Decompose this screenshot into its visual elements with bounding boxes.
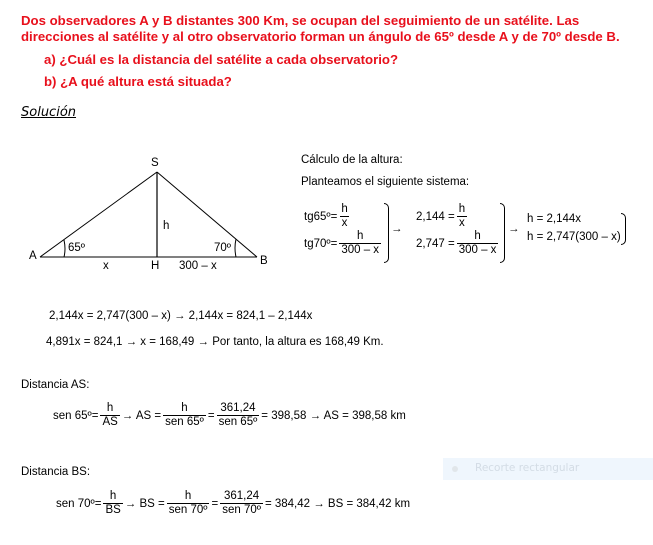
eq-tg70-num: h xyxy=(356,230,364,242)
eq-val1-lhs: 2,144 = xyxy=(416,210,455,223)
result-h2: h = 2,747(300 – x) xyxy=(527,231,621,243)
brace-system-3 xyxy=(621,213,626,245)
problem-line-1: Dos observadores A y B distantes 300 Km, se ocupan del seguimiento de un satélite. Las xyxy=(21,13,580,28)
eq-tg65 xyxy=(304,203,352,230)
problem-line-2: direcciones al satélite y al otro observatorio forman un ángulo de 65º desde A y de 70º desde B. xyxy=(21,29,620,44)
snip-mode-menu-item[interactable] xyxy=(443,458,653,480)
eq-val2 xyxy=(416,230,500,257)
triangle-diagram xyxy=(0,150,290,280)
dist-as-lhs: sen 65º= xyxy=(53,409,99,422)
eq-val2-lhs: 2,747 = xyxy=(416,237,455,250)
dist-bs-f2-den: sen 70º xyxy=(168,504,208,516)
angle-a-label: 65º xyxy=(68,242,85,254)
side-bs xyxy=(157,172,257,257)
dist-as-f3-den: sen 65º xyxy=(218,416,258,428)
eq-tg70-den: 300 – x xyxy=(341,244,380,256)
angle-a-arc xyxy=(64,240,65,257)
dist-bs-equation xyxy=(56,490,410,517)
dist-bs-f1-num: h xyxy=(109,490,117,502)
eq-val1-den: x xyxy=(459,217,465,229)
dist-as-f2-num: h xyxy=(181,402,188,414)
eq-val2-den: 300 – x xyxy=(458,244,497,256)
dist-as-equation xyxy=(53,402,406,429)
label-b: B xyxy=(260,255,268,267)
arrow-2: → xyxy=(508,223,520,235)
radio-dot-icon xyxy=(452,466,458,472)
dist-bs-lhs: sen 70º= xyxy=(56,497,102,510)
eq-val2-num: h xyxy=(474,230,481,242)
label-a: A xyxy=(29,250,37,262)
arrow-1: → xyxy=(391,223,403,235)
solve-line-2: 4,891x = 824,1 → x = 168,49 → Por tanto, la altura es 168,49 Km. xyxy=(46,336,384,348)
brace-system-2 xyxy=(500,203,505,263)
dist-bs-result: = 384,42 → BS = 384,42 km xyxy=(264,497,411,510)
solution-heading: Solución xyxy=(21,105,77,120)
dist-bs-f3-den: sen 70º xyxy=(222,504,261,516)
result-h1: h = 2,144x xyxy=(527,213,582,225)
label-h-foot: H xyxy=(151,260,160,272)
eq-tg70-lhs: tg70º= xyxy=(304,237,338,250)
height-calc-title: Cálculo de la altura: xyxy=(301,154,403,166)
eq-tg65-num: h xyxy=(341,203,348,215)
angle-b-label: 70º xyxy=(214,242,231,254)
label-x: x xyxy=(103,260,109,272)
dist-bs-f2-num: h xyxy=(184,490,192,502)
label-300-minus-x: 300 – x xyxy=(179,260,217,272)
side-as xyxy=(40,172,157,257)
question-b: b) ¿A qué altura está situada? xyxy=(44,74,232,89)
question-a: a) ¿Cuál es la distancia del satélite a cada observatorio? xyxy=(44,52,398,67)
eq-tg70 xyxy=(304,230,383,257)
brace-system-1 xyxy=(384,203,389,263)
dist-as-f1-num: h xyxy=(106,402,114,414)
angle-b-arc xyxy=(235,239,236,257)
height-calc-intro: Planteamos el siguiente sistema: xyxy=(301,176,470,188)
dist-bs-f3-num: 361,24 xyxy=(223,490,260,502)
dist-as-f2-den: sen 65º xyxy=(165,416,204,428)
dist-as-eq: = xyxy=(207,409,215,422)
eq-val1-num: h xyxy=(458,203,466,215)
dist-bs-eq: = xyxy=(211,497,219,510)
eq-val1 xyxy=(416,203,469,230)
solve-line-1: 2,144x = 2,747(300 – x) → 2,144x = 824,1 – 2,144x xyxy=(49,310,313,322)
dist-as-mid: → AS = xyxy=(121,409,162,422)
dist-as-f1-den: AS xyxy=(102,416,118,428)
label-height: h xyxy=(163,220,170,232)
dist-as-result: = 398,58 → AS = 398,58 km xyxy=(261,409,406,422)
label-s: S xyxy=(151,157,159,169)
snip-mode-label: Recorte rectangular xyxy=(475,462,580,474)
dist-as-f3-num: 361,24 xyxy=(220,402,256,414)
eq-tg65-lhs: tg65º= xyxy=(304,210,338,223)
dist-bs-mid: → BS = xyxy=(124,497,165,510)
eq-tg65-den: x xyxy=(341,217,348,229)
dist-bs-title: Distancia BS: xyxy=(21,466,91,478)
dist-as-title: Distancia AS: xyxy=(21,379,90,391)
dist-bs-f1-den: BS xyxy=(105,504,121,516)
